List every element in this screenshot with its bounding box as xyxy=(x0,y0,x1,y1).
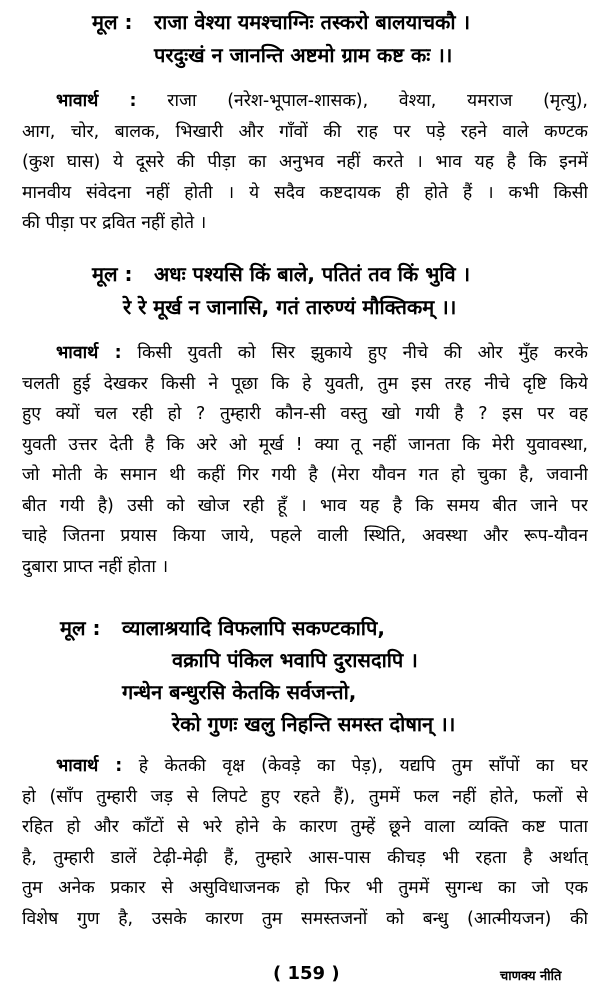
meaning-1 xyxy=(22,86,588,239)
paragraph-line: मानवीय संवेदना नहीं होती । ये सदैव कष्टदायक ही होते हैं । कभी किसी xyxy=(22,182,588,203)
paragraph-line: हो (साँप तुम्हारी जड़ से लिपटे हुए रहते हैं), तुममें फल नहीं होते, फलों से xyxy=(22,786,588,807)
meaning-3 xyxy=(22,751,588,934)
paragraph-line: चलती हुई देखकर किसी ने पूछा कि हे युवती, तुम इस तरह नीचे दृष्टि किये xyxy=(22,373,588,394)
verse-label: मूल : xyxy=(92,10,133,34)
paragraph-line: भावार्थ : राजा (नरेश-भूपाल-शासक), वेश्या, यमराज (मृत्यु), xyxy=(56,91,588,111)
paragraph-line: भावार्थ : हे केतकी वृक्ष (केवड़े का पेड़), यद्यपि तुम साँपों का घर xyxy=(56,756,588,776)
paragraph-line: युवती उत्तर देती है कि अरे ओ मूर्ख ! क्या तू नहीं जानता कि मेरी युवावस्था, xyxy=(22,434,588,455)
meaning-2 xyxy=(22,338,588,582)
paragraph-line: रहित हो और काँटों से भरे होने के कारण तुम्हें छूने वाला व्यक्ति कष्ट पाता xyxy=(22,817,588,837)
book-title: चाणक्य नीति xyxy=(500,969,562,984)
verse-line: व्यालाश्रयादि विफलापि सकण्टकापि, xyxy=(122,616,385,640)
paragraph-line: चाहे जितना प्रयास किया जाये, पहले वाली स्थिति, अवस्था और रूप-यौवन xyxy=(22,526,588,546)
verse-line: वक्रापि पंकिल भवापि दुरासदापि । xyxy=(172,648,418,672)
verse-line: राजा वेश्या यमश्चाग्निः तस्करो बालयाचकौ । xyxy=(154,10,471,34)
meaning-label: भावार्थ : xyxy=(56,756,123,776)
paragraph-line: जो मोती के समान थी कहीं गिर गयी है (मेरा यौवन गत हो चुका है, जवानी xyxy=(22,465,588,485)
meaning-label: भावार्थ : xyxy=(56,91,137,111)
paragraph-line: बीत गयी है) उसी को खोज रही हूँ । भाव यह है कि समय बीत जाने पर xyxy=(22,495,588,516)
verse-line: रे रे मूर्ख न जानासि, गतं तारुण्यं मौक्तिकम् ।। xyxy=(123,295,457,319)
meaning-label: भावार्थ : xyxy=(56,343,122,363)
paragraph-line: तुम अनेक प्रकार से असुविधाजनक हो फिर भी तुममें सुगन्ध का जो एक xyxy=(22,878,588,898)
paragraph-line: भावार्थ : किसी युवती को सिर झुकाये हुए नीचे की ओर मुँह करके xyxy=(56,343,588,363)
paragraph-line: विशेष गुण है, उसके कारण तुम समस्तजनों को बन्धु (आत्मीयजन) की xyxy=(22,908,588,929)
paragraph-line: है, तुम्हारी डालें टेढ़ी-मेढ़ी हैं, तुम्हारे आस-पास कीचड़ भी रहता है अर्थात् xyxy=(22,847,588,868)
page-number: ( 159 ) xyxy=(273,963,340,984)
paragraph-line: आग, चोर, बालक, भिखारी और गाँवों की राह पर पड़े रहने वाले कण्टक xyxy=(22,121,588,142)
paragraph-line: हुए क्यों चल रही हो ? तुम्हारी कौन-सी वस्तु खो गयी है ? इस पर वह xyxy=(22,404,588,424)
verse-label: मूल : xyxy=(60,616,101,640)
verse-line: गन्धेन बन्धुरसि केतकि सर्वजन्तो, xyxy=(122,680,357,704)
paragraph-line: दुबारा प्राप्त नहीं होता । xyxy=(22,556,169,577)
paragraph-line: (कुश घास) ये दूसरे की पीड़ा का अनुभव नहीं करते । भाव यह है कि इनमें xyxy=(22,152,588,172)
verse-label: मूल : xyxy=(92,262,133,286)
verse-line: रेको गुणः खलु निहन्ति समस्त दोषान् ।। xyxy=(172,712,456,736)
verse-line: अधः पश्यसि किं बाले, पतितं तव किं भुवि । xyxy=(154,262,471,286)
page-footer xyxy=(0,963,600,991)
paragraph-line: की पीड़ा पर द्रवित नहीं होते । xyxy=(22,213,207,233)
verse-line: परदुःखं न जानन्ति अष्टमो ग्राम कष्ट कः ।। xyxy=(154,43,453,67)
